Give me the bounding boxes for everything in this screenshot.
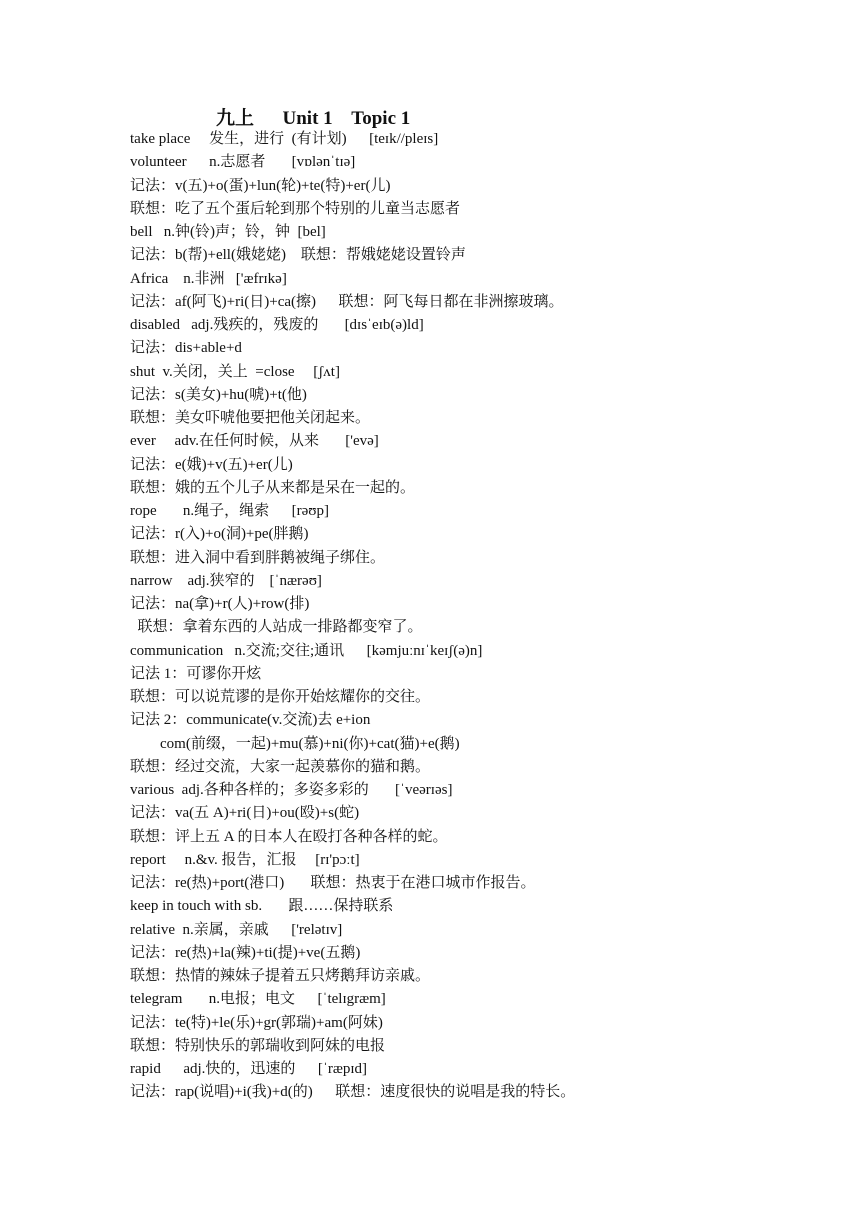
vocab-line: 记法：b(帮)+ell(娥姥姥) 联想：帮娥姥姥设置铃声 xyxy=(130,247,466,264)
vocab-line: 联想：特别快乐的郭瑞收到阿妹的电报 xyxy=(130,1037,386,1054)
vocab-line: 记法 2：communicate(v.交流)去 e+ion xyxy=(130,712,371,729)
vocab-line: 记法：v(五)+o(蛋)+lun(轮)+te(特)+er(儿) xyxy=(130,177,391,194)
vocab-line: 联想：娥的五个儿子从来都是呆在一起的。 xyxy=(130,479,416,496)
vocab-line: 记法：af(阿飞)+ri(日)+ca(擦) 联想：阿飞每日都在非洲擦玻璃。 xyxy=(130,293,564,310)
vocab-line: 记法：rap(说唱)+i(我)+d(的) 联想：速度很快的说唱是我的特长。 xyxy=(130,1084,576,1101)
vocab-line: 联想：美女吓唬他要把他关闭起来。 xyxy=(130,410,371,426)
vocab-line: relative n.亲属，亲戚 ['relətɪv] xyxy=(130,921,343,938)
vocab-line: volunteer n.志愿者 [vɒlənˈtɪə] xyxy=(130,154,356,171)
vocab-line: various adj.各种各样的；多姿多彩的 [ˈveərɪəs] xyxy=(130,782,453,798)
vocab-line: 联想：评上五 A 的日本人在殴打各种各样的蛇。 xyxy=(130,828,448,845)
vocab-line: telegram n.电报；电文 [ˈtelɪgræm] xyxy=(130,991,386,1008)
vocab-line: 记法：re(热)+port(港口) 联想：热衷于在港口城市作报告。 xyxy=(130,875,536,891)
vocab-line: disabled adj.残疾的，残废的 [dɪsˈeɪb(ə)ld] xyxy=(130,317,424,333)
vocab-line: 记法：re(热)+la(辣)+ti(提)+ve(五鹅) xyxy=(130,944,361,961)
vocab-line: 记法：dis+able+d xyxy=(130,340,242,357)
vocab-line: 联想：吃了五个蛋后轮到那个特别的儿童当志愿者 xyxy=(130,200,461,217)
vocabulary-list xyxy=(130,128,830,1105)
vocab-line: com(前缀，一起)+mu(慕)+ni(你)+cat(猫)+e(鹅) xyxy=(130,735,460,752)
vocab-line: 记法：s(美女)+hu(唬)+t(他) xyxy=(130,386,307,403)
vocab-line: 联想：拿着东西的人站成一排路都变窄了。 xyxy=(130,619,423,636)
vocab-line: 记法：e(娥)+v(五)+er(儿) xyxy=(130,456,293,473)
vocab-line: 联想：经过交流，大家一起羡慕你的猫和鹅。 xyxy=(130,758,431,775)
vocab-line: 记法：te(特)+le(乐)+gr(郭瑞)+am(阿妹) xyxy=(130,1014,383,1031)
vocab-line: narrow adj.狭窄的 [ˈnærəʊ] xyxy=(130,572,322,589)
vocab-line: take place 发生，进行 (有计划) [teɪk//pleɪs] xyxy=(130,131,439,147)
vocab-line: report n.&v. 报告，汇报 [rɪ'pɔːt] xyxy=(130,851,360,868)
vocab-line: Africa n.非洲 ['æfrɪkə] xyxy=(130,270,287,287)
vocab-line: 联想：可以说荒谬的是你开始炫耀你的交往。 xyxy=(130,689,431,705)
page-title: 九上 Unit 1 Topic 1 xyxy=(216,108,411,129)
vocab-line: communication n.交流;交往;通讯 [kəmjuːnɪˈkeɪʃ(ə)n] xyxy=(130,642,483,659)
vocab-line: shut v.关闭，关上 =close [ʃʌt] xyxy=(130,363,340,380)
vocab-line: 记法：va(五 A)+ri(日)+ou(殴)+s(蛇) xyxy=(130,805,360,822)
vocab-line: rope n.绳子，绳索 [rəʊp] xyxy=(130,503,330,519)
vocab-line: 联想：进入洞中看到胖鹅被绳子绑住。 xyxy=(130,549,386,566)
vocab-line: bell n.钟(铃)声；铃，钟 [bel] xyxy=(130,224,326,240)
vocab-line: 记法：r(入)+o(洞)+pe(胖鹅) xyxy=(130,526,309,543)
vocab-line: keep in touch with sb. 跟……保持联系 xyxy=(130,898,394,915)
vocab-line: rapid adj.快的，迅速的 [ˈræpɪd] xyxy=(130,1061,368,1077)
vocab-line: 记法 1：可谬你开炫 xyxy=(130,665,262,682)
vocab-line: 记法：na(拿)+r(人)+row(排) xyxy=(130,596,310,612)
vocab-line: ever adv.在任何时候，从来 ['evə] xyxy=(130,433,379,450)
vocab-line: 联想：热情的辣妹子提着五只烤鹅拜访亲戚。 xyxy=(130,968,431,984)
